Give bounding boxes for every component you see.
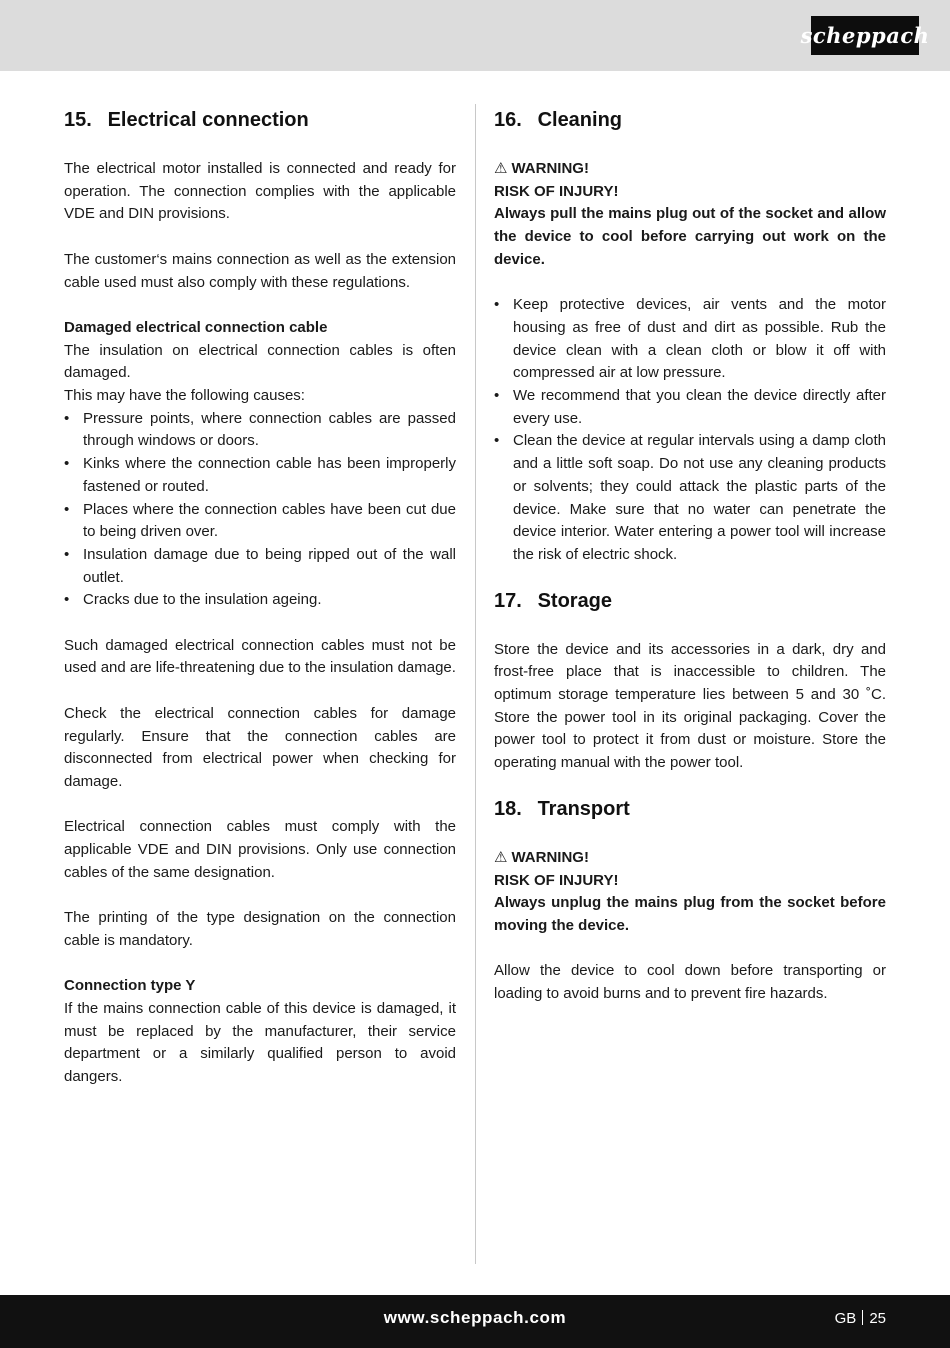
paragraph: If the mains connection cable of this device is damaged, it must be replaced by the manufacturer, their service department or a similarly qualified person to avoid dangers. <box>64 999 456 1086</box>
paragraph: The customer‘s mains connection as well as the extension cable used must also comply with these regulations. <box>64 250 456 291</box>
subheading-damaged-cable: Damaged electrical connection cable <box>64 318 328 336</box>
language-code: GB <box>834 1310 857 1327</box>
paragraph: Such damaged electrical connection cables must not be used and are life-threatening due to the insulation damage. <box>64 636 456 677</box>
list-item: • Keep protective devices, air vents and the motor housing as free of dust and dirt as possible. Rub the device clean with a clean cloth or blow it off with compressed air at low pressure. <box>494 294 886 385</box>
website-link[interactable]: www.scheppach.com <box>383 1308 567 1327</box>
section-17-heading <box>494 587 886 615</box>
paragraph: The insulation on electrical connection cables is often damaged. <box>64 341 456 382</box>
paragraph: Store the device and its accessories in a dark, dry and frost-free place that is inaccessible to children. The optimum storage temperature lies between 5 and 30 ˚C. Store the power tool in its original packaging. Cover the power tool to protect it from dust or moisture. Store the operating manual with the power tool. <box>494 640 886 772</box>
section-number: 18. <box>494 797 522 820</box>
logo-text: scheppach <box>800 23 930 48</box>
cleaning-list <box>494 294 886 566</box>
list-item: • Kinks where the connection cable has been improperly fastened or routed. <box>64 453 456 498</box>
warning-triangle-icon: ⚠ <box>494 160 508 177</box>
paragraph: Check the electrical connection cables for damage regularly. Ensure that the connection cables are disconnected from electrical power when checking for damage. <box>64 704 456 790</box>
list-item: • We recommend that you clean the device directly after every use. <box>494 385 886 430</box>
paragraph: The printing of the type designation on the connection cable is mandatory. <box>64 909 456 949</box>
section-number: 17. <box>494 589 522 612</box>
list-item: • Insulation damage due to being ripped out of the wall outlet. <box>64 544 456 589</box>
section-16-heading <box>494 106 886 134</box>
column-divider <box>475 104 476 1264</box>
warning-label: ⚠ WARNING! <box>494 160 589 177</box>
page-footer <box>0 1295 950 1348</box>
left-column <box>64 106 456 1089</box>
section-18-heading <box>494 795 886 823</box>
paragraph: Electrical connection cables must comply with the applicable VDE and DIN provisions. Only use connection cables of the same designation. <box>64 818 456 881</box>
paragraph: This may have the following causes: <box>64 387 305 404</box>
warning-triangle-icon: ⚠ <box>494 848 508 866</box>
right-column <box>494 106 886 1006</box>
separator <box>862 1310 863 1325</box>
risk-label: RISK OF INJURY! <box>494 182 619 200</box>
list-item: • Pressure points, where connection cables are passed through windows or doors. <box>64 408 456 453</box>
subheading-connection-type: Connection type Y <box>64 977 196 995</box>
causes-list <box>64 408 456 612</box>
section-title: Electrical connection <box>107 109 309 131</box>
page-indicator <box>835 1310 886 1327</box>
list-item: • Clean the device at regular intervals using a damp cloth and a little soft soap. Do not use any cleaning products or solvents; they could attack the plastic parts of the device. Make sure that no water can penetrate the device interior. Water entering a power tool will increase the risk of electric shock. <box>494 430 886 566</box>
list-item: • Cracks due to the insulation ageing. <box>64 589 456 612</box>
page-number: 25 <box>869 1310 886 1327</box>
section-title: Transport <box>537 797 630 820</box>
scheppach-logo <box>800 16 930 55</box>
list-item: • Places where the connection cables have been cut due to being driven over. <box>64 499 456 544</box>
risk-label: RISK OF INJURY! <box>494 871 619 889</box>
warning-label: ⚠ WARNING! <box>494 848 589 866</box>
section-number: 15. <box>64 109 92 131</box>
warning-text: Always unplug the mains plug from the socket before moving the device. <box>494 894 886 934</box>
section-title: Cleaning <box>537 109 623 131</box>
page-header <box>0 0 950 71</box>
paragraph: The electrical motor installed is connected and ready for operation. The connection complies with the applicable VDE and DIN provisions. <box>64 160 456 223</box>
section-number: 16. <box>494 109 522 131</box>
section-15-heading <box>64 106 456 134</box>
warning-text: Always pull the mains plug out of the socket and allow the device to cool before carrying out work on the device. <box>494 205 886 268</box>
section-title: Storage <box>537 589 613 612</box>
paragraph: Allow the device to cool down before transporting or loading to avoid burns and to prevent fire hazards. <box>494 962 886 1003</box>
